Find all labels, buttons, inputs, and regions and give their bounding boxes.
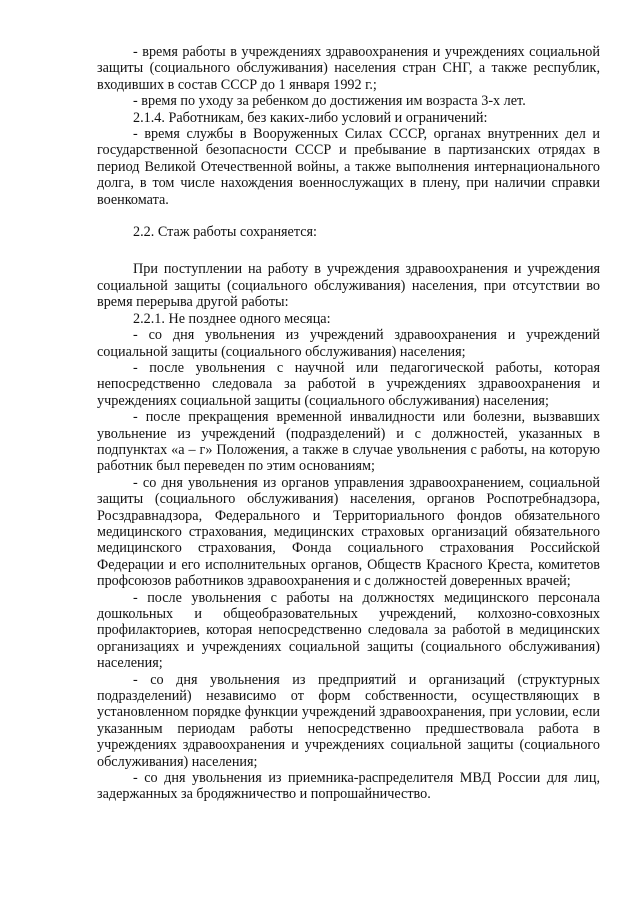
paragraph-scientific-pedagogical-work: - после увольнения с научной или педагогической работы, которая непосредственно следовала за работой в учреждениях здравоохранения и учреждениях социальной защиты (социального обслуживания) населения; xyxy=(97,359,600,409)
paragraph-temporary-disability: - после прекращения временной инвалидности или болезни, вызвавших увольнение из учреждений (подразделений) и с должностей, указанных в подпунктах «а – г» Положения, а также в случае увольнения с работы, на которую работник был переведен по этим основаниям; xyxy=(97,409,600,475)
paragraph-reception-center-mvd: - со дня увольнения из приемника-распределителя МВД России для лиц, задержанных за бродяжничество и попрошайничество. xyxy=(97,770,600,803)
paragraph-2-1-4-heading: 2.1.4. Работникам, без каких-либо условий и ограничений: xyxy=(133,109,488,126)
paragraph-2-2-1-heading: 2.2.1. Не позднее одного месяца: xyxy=(133,310,331,327)
paragraph-child-care-leave: - время по уходу за ребенком до достижения им возраста 3-х лет. xyxy=(133,93,526,110)
paragraph-employment-conditions: При поступлении на работу в учреждения здравоохранения и учреждения социальной защиты (социального обслуживания) населения, при отсутствии во время перерыва другой работы: xyxy=(97,261,600,311)
section-2-2-heading: 2.2. Стаж работы сохраняется: xyxy=(133,224,317,241)
document-page xyxy=(97,44,600,803)
paragraph-work-in-cis-institutions: - время работы в учреждениях здравоохранения и учреждениях социальной защиты (социального обслуживания) населения стран СНГ, а также республик, входивших в состав СССР до 1 января 1992 г.; xyxy=(97,44,600,93)
paragraph-military-service: - время службы в Вооруженных Силах СССР, органах внутренних дел и государственной безопасности СССР и пребывание в партизанских отрядах в период Великой Отечественной войны, а также выполнения интернационального долга, в том числе нахождения военнослужащих в плену, при наличии справки военкомата. xyxy=(97,126,600,208)
paragraph-enterprises-organizations: - со дня увольнения из предприятий и организаций (структурных подразделений) независимо от форм собственности, осуществляющих в установленном порядке функции учреждений здравоохранения, при условии, если указанным периодам работы непосредственно предшествовала работа в учреждениях здравоохранения и учреждениях социальной защиты (социального обслуживания) населения; xyxy=(97,671,600,770)
paragraph-dismissal-from-institutions: - со дня увольнения из учреждений здравоохранения и учреждений социальной защиты (социального обслуживания) населения; xyxy=(97,327,600,360)
paragraph-management-bodies: - со дня увольнения из органов управления здравоохранением, социальной защиты (социального обслуживания) населения, органов Роспотребнадзора, Росздравнадзора, Федерального и Территориального фондов обязательного медицинского страхования, медицинских страховых организаций обязательного медицинского страхования, Фонда социального страхования Российской Федерации и его исполнительных органов, Обществ Красного Креста, комитетов профсоюзов работников здравоохранения и с должностей доверенных врачей; xyxy=(97,474,600,590)
paragraph-preschool-medical-staff: - после увольнения с работы на должностях медицинского персонала дошкольных и общеобразовательных учреждений, колхозно-совхозных профилакториев, которая непосредственно следовала за работой в медицинских организациях и учреждениях социальной защиты (социального обслуживания) населения; xyxy=(97,589,600,672)
